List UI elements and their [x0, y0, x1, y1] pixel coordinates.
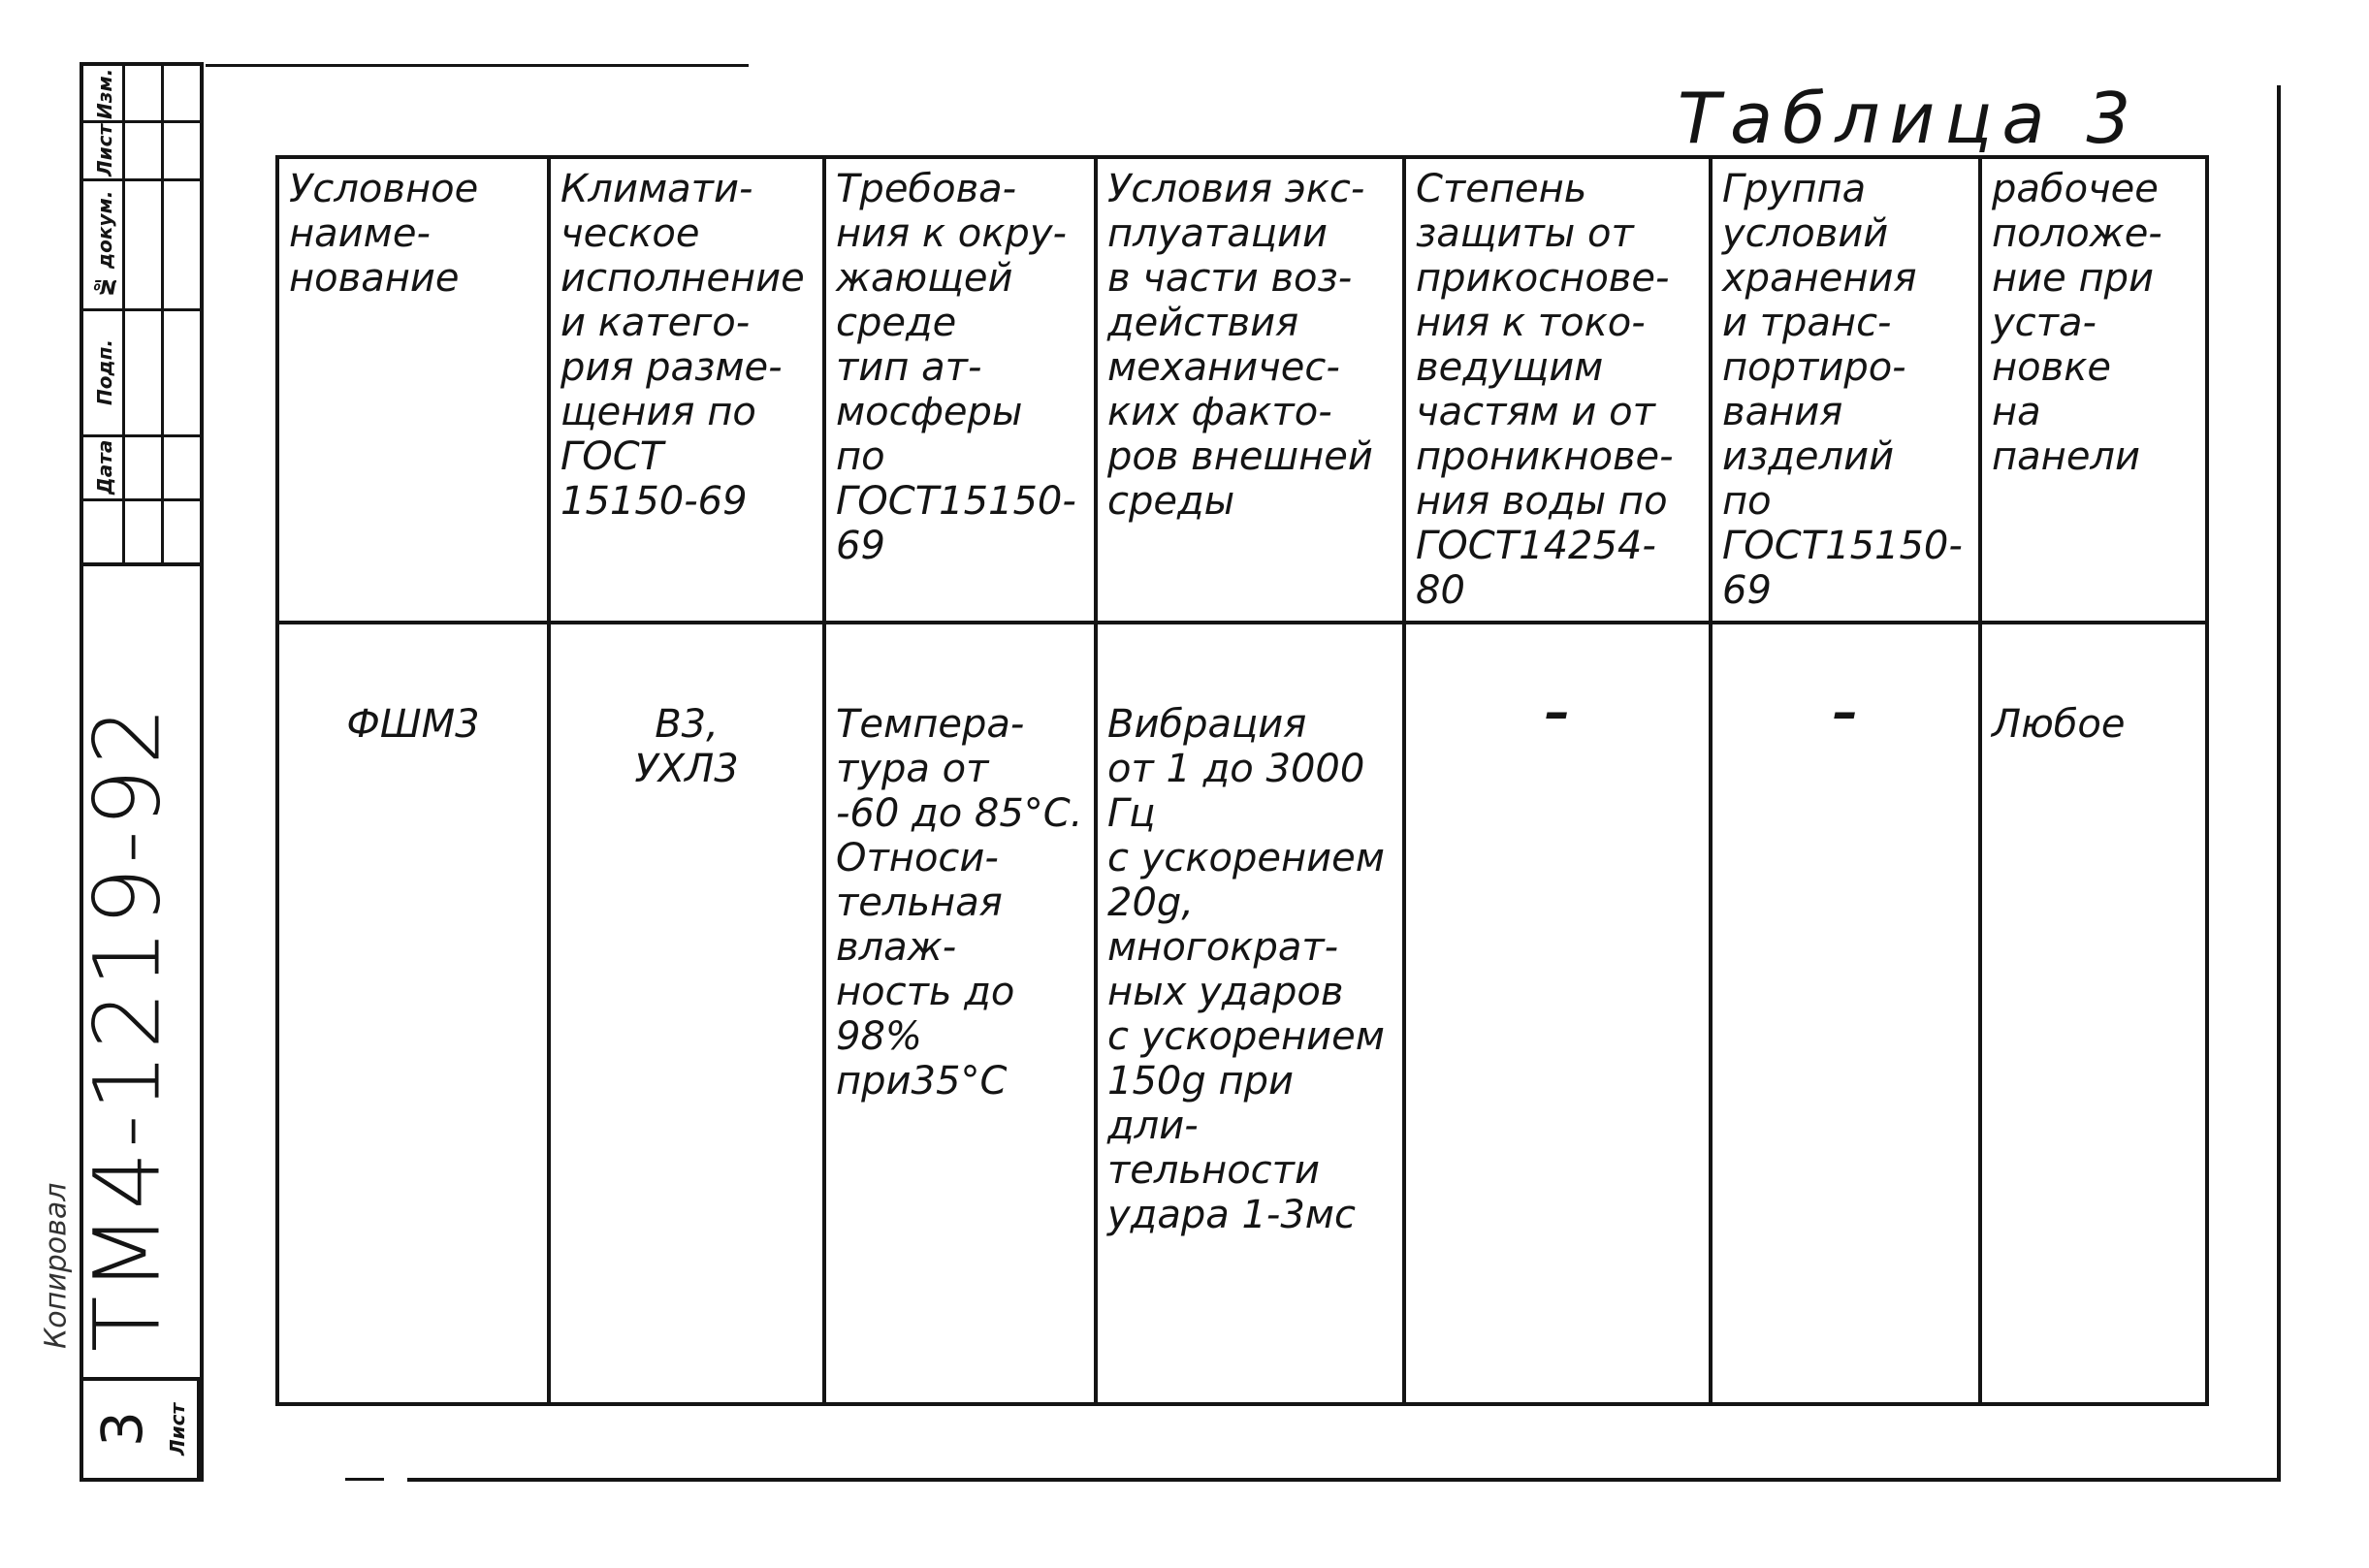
sheet-number-block [80, 1377, 204, 1482]
row-cell-protection [1404, 623, 1711, 1404]
revision-stamp [80, 62, 204, 566]
sheet-number: 3 [89, 1411, 155, 1448]
row-cell-environment [824, 623, 1096, 1404]
header-position-text: рабочее положе- ние при уста- новке на панели [1992, 167, 2162, 479]
table-header-row [277, 157, 2207, 623]
stamp-label-sheet: Лист [93, 123, 116, 177]
stamp-row-divider [83, 178, 200, 181]
specifications-table [275, 155, 2209, 1406]
header-storage-text: Группа условий хранения и транс- портиро- вания изделий по ГОСТ15150-69 [1722, 167, 1963, 613]
stamp-row-divider [83, 308, 200, 311]
row-environment-text: Темпера- тура от -60 до 85°С. Относи- тельная влаж- ность до 98% при35°С [836, 702, 1083, 1104]
stamp-row-divider [83, 434, 200, 437]
stamp-label-signature: Подп. [93, 338, 116, 406]
row-name-text: ФШМ3 [346, 702, 480, 747]
header-name-text: Условное наиме- нование [289, 167, 479, 301]
table-row [277, 623, 2207, 1404]
frame-right-line [2277, 85, 2281, 1482]
copied-note: Копировал [39, 1182, 74, 1349]
row-cell-position [1980, 623, 2207, 1404]
stamp-column-divider [161, 66, 164, 562]
stamp-row-divider [83, 120, 200, 123]
header-mechanical-text: Условия экс- плуатации в части воз- действия механичес- ких факто- ров внешней среды [1107, 167, 1373, 524]
header-cell-storage [1711, 157, 1980, 623]
row-mechanical-text: Вибрация от 1 до 3000 Гц с ускорением 20g, многократ- ных ударов с ускорением 150g при дли- тельности удара 1-3мс [1107, 702, 1385, 1237]
stamp-label-date: Дата [93, 439, 116, 496]
header-cell-environment [824, 157, 1096, 623]
header-cell-climatic [549, 157, 824, 623]
header-cell-position [1980, 157, 2207, 623]
row-storage-dash: – [1833, 684, 1858, 742]
frame-bottom-line [407, 1478, 2281, 1482]
sheet-label: Лист [158, 1381, 200, 1478]
row-protection-dash: – [1545, 684, 1570, 742]
header-climatic-text: Климати- ческое исполнение и катего- рия разме- щения по ГОСТ 15150-69 [560, 167, 805, 524]
frame-bottom-dash [345, 1478, 384, 1481]
header-cell-protection [1404, 157, 1711, 623]
document-code: ТМ4-1219-92 [75, 703, 181, 1353]
frame-top-line [206, 64, 749, 67]
header-environment-text: Требова- ния к окру- жающей среде тип ат- мосферы по ГОСТ15150-69 [836, 167, 1076, 568]
row-climatic-text: В3, УХЛ3 [634, 702, 739, 791]
header-cell-name [277, 157, 549, 623]
table-title: Таблица 3 [1678, 78, 2141, 159]
header-cell-mechanical [1096, 157, 1404, 623]
header-protection-text: Степень защиты от прикоснове- ния к токо- ведущим частям и от проникнове- ния воды по ГОСТ14254-80 [1416, 167, 1674, 613]
stamp-row-divider [83, 498, 200, 501]
row-position-text: Любое [1992, 702, 2126, 747]
stamp-label-change: Изм. [93, 68, 116, 120]
row-cell-mechanical [1096, 623, 1404, 1404]
stamp-label-document-number: № докум. [93, 190, 116, 299]
row-cell-climatic [549, 623, 824, 1404]
row-cell-name [277, 623, 549, 1404]
row-cell-storage [1711, 623, 1980, 1404]
